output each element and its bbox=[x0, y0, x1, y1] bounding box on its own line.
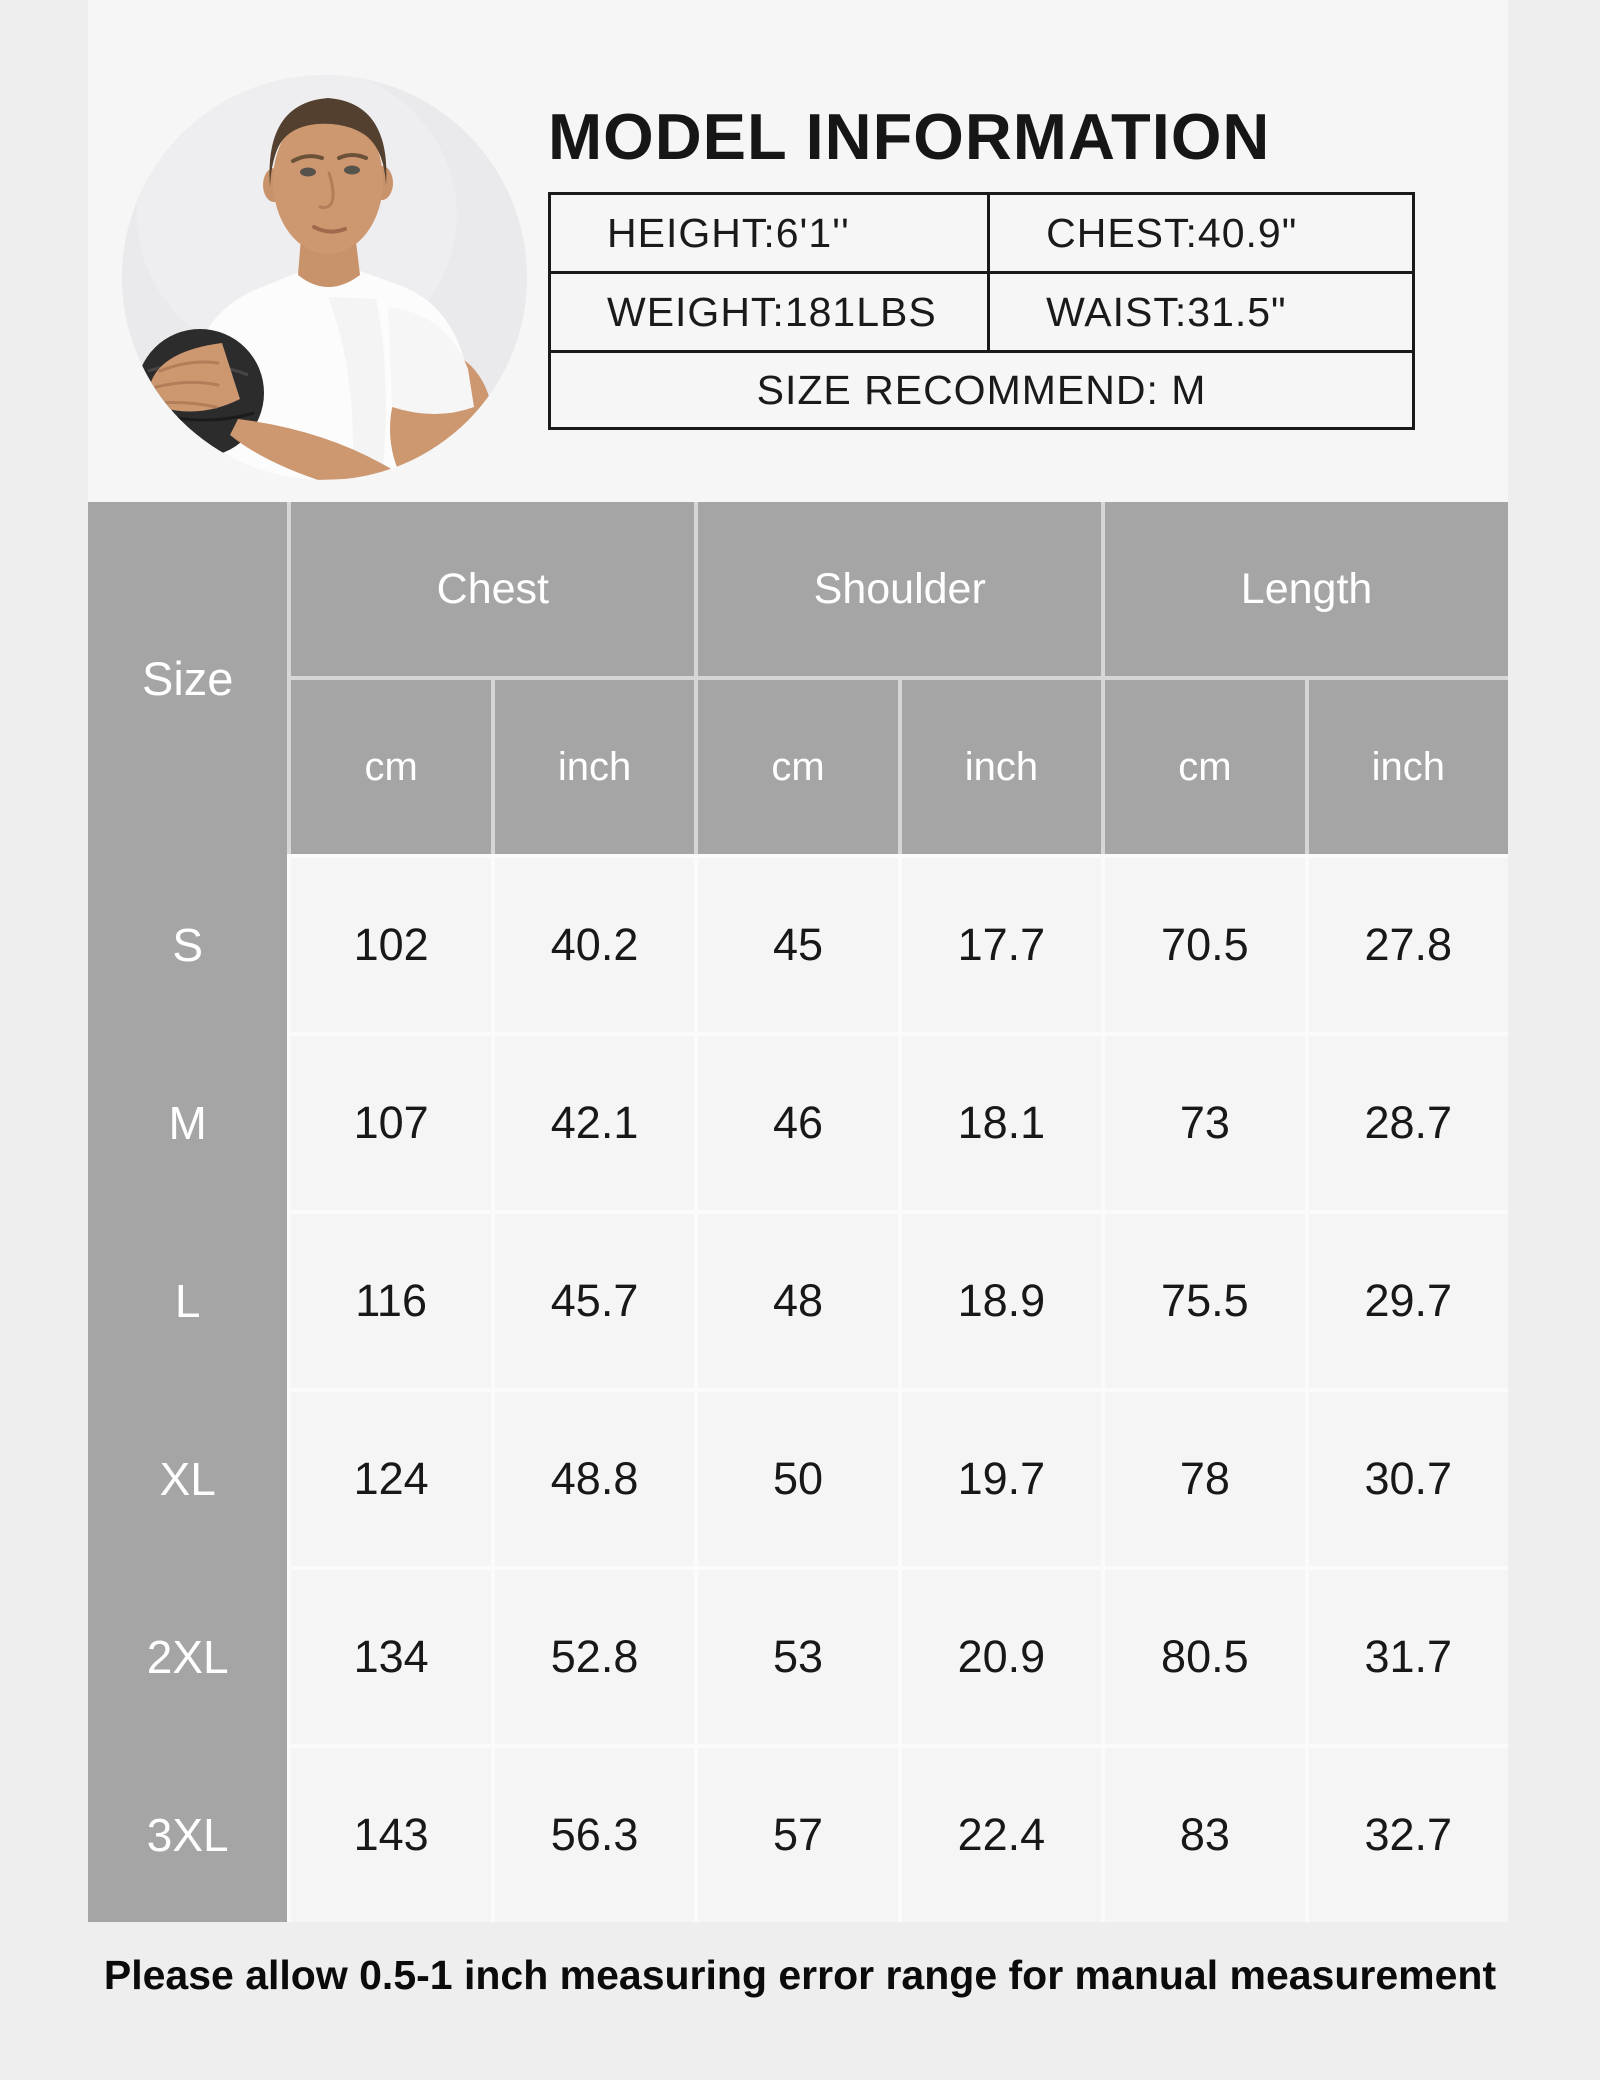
size-chart-value: 42.1 bbox=[495, 1036, 694, 1210]
size-chart-value: 20.9 bbox=[902, 1570, 1101, 1744]
size-chart-value: 102 bbox=[291, 858, 490, 1032]
size-chart-value: 40.2 bbox=[495, 858, 694, 1032]
size-chart-value: 18.9 bbox=[902, 1214, 1101, 1388]
unit-header: cm bbox=[698, 680, 897, 854]
size-chart-value: 143 bbox=[291, 1748, 490, 1922]
unit-header: cm bbox=[291, 680, 490, 854]
unit-header: inch bbox=[495, 680, 694, 854]
size-chart-value: 17.7 bbox=[902, 858, 1101, 1032]
model-waist: WAIST:31.5" bbox=[1046, 288, 1287, 335]
unit-header: cm bbox=[1105, 680, 1304, 854]
model-stats-row bbox=[551, 195, 1412, 271]
model-photo bbox=[122, 75, 527, 480]
size-chart-value: 57 bbox=[698, 1748, 897, 1922]
size-chart-value: 48.8 bbox=[495, 1392, 694, 1566]
unit-header: inch bbox=[902, 680, 1101, 854]
size-chart-value: 19.7 bbox=[902, 1392, 1101, 1566]
model-info-title: MODEL INFORMATION bbox=[548, 100, 1271, 173]
size-chart-value: 83 bbox=[1105, 1748, 1304, 1922]
size-chart-value: 75.5 bbox=[1105, 1214, 1304, 1388]
size-chart-value: 134 bbox=[291, 1570, 490, 1744]
size-chart-value: 27.8 bbox=[1309, 858, 1508, 1032]
size-row-label-2xl: 2XL bbox=[146, 1631, 229, 1683]
size-chart-value: 18.1 bbox=[902, 1036, 1101, 1210]
model-stats-table bbox=[548, 192, 1415, 430]
size-chart-value: 116 bbox=[291, 1214, 490, 1388]
size-chart-value: 78 bbox=[1105, 1392, 1304, 1566]
group-header-chest: Chest bbox=[291, 502, 694, 676]
size-chart-value: 73 bbox=[1105, 1036, 1304, 1210]
size-chart-value: 107 bbox=[291, 1036, 490, 1210]
model-info-panel bbox=[88, 0, 1508, 502]
model-photo-illustration bbox=[122, 75, 527, 480]
size-chart-value: 29.7 bbox=[1309, 1214, 1508, 1388]
size-chart-value: 124 bbox=[291, 1392, 490, 1566]
size-chart-value: 45.7 bbox=[495, 1214, 694, 1388]
measurement-note: Please allow 0.5-1 inch measuring error range for manual measurement bbox=[103, 1952, 1497, 1998]
model-chest: CHEST:40.9" bbox=[1046, 209, 1298, 256]
size-row-label-3xl: 3XL bbox=[146, 1809, 229, 1861]
model-stats-row bbox=[551, 271, 1412, 350]
size-chart-value: 70.5 bbox=[1105, 858, 1304, 1032]
model-height: HEIGHT:6'1'' bbox=[551, 195, 990, 271]
size-chart-value: 45 bbox=[698, 858, 897, 1032]
size-column-header: Size bbox=[141, 651, 234, 705]
size-chart-value: 53 bbox=[698, 1570, 897, 1744]
size-chart-value: 48 bbox=[698, 1214, 897, 1388]
size-chart-value: 28.7 bbox=[1309, 1036, 1508, 1210]
size-chart-value: 52.8 bbox=[495, 1570, 694, 1744]
size-recommend: SIZE RECOMMEND: M bbox=[756, 366, 1207, 413]
model-stats-row bbox=[551, 350, 1412, 427]
size-row-label-s: S bbox=[172, 919, 204, 971]
group-header-length: Length bbox=[1105, 502, 1508, 676]
size-chart-value: 56.3 bbox=[495, 1748, 694, 1922]
size-chart-value: 32.7 bbox=[1309, 1748, 1508, 1922]
size-chart-table bbox=[88, 502, 1508, 1922]
size-row-label-l: L bbox=[174, 1275, 201, 1327]
group-header-shoulder: Shoulder bbox=[698, 502, 1101, 676]
size-chart-value: 31.7 bbox=[1309, 1570, 1508, 1744]
model-weight: WEIGHT:181LBS bbox=[551, 274, 990, 350]
size-chart-value: 22.4 bbox=[902, 1748, 1101, 1922]
size-row-label-xl: XL bbox=[159, 1453, 216, 1505]
unit-header: inch bbox=[1309, 680, 1508, 854]
size-column bbox=[88, 502, 287, 1922]
size-row-label-m: M bbox=[168, 1097, 207, 1149]
size-chart-value: 80.5 bbox=[1105, 1570, 1304, 1744]
size-chart-value: 46 bbox=[698, 1036, 897, 1210]
size-chart-value: 30.7 bbox=[1309, 1392, 1508, 1566]
size-chart-value: 50 bbox=[698, 1392, 897, 1566]
